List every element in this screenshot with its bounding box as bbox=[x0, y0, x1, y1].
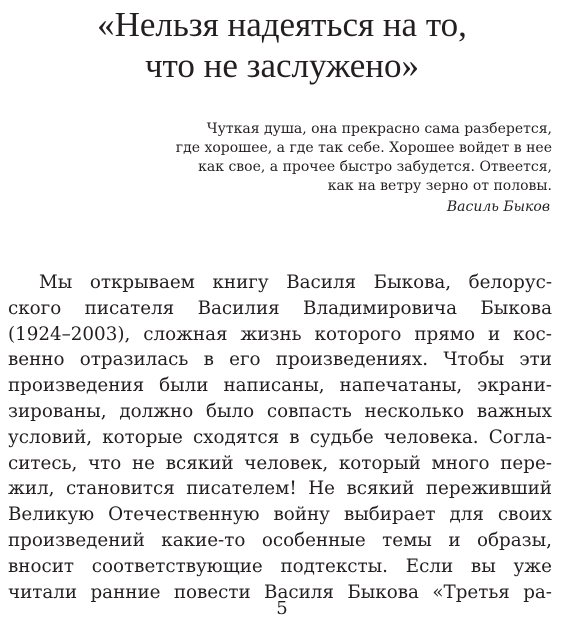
paragraph-line-words bbox=[8, 554, 552, 580]
paragraph-line-words bbox=[8, 322, 552, 348]
paragraph-line-words bbox=[8, 476, 552, 502]
word: Василя bbox=[286, 272, 357, 293]
word: совпасть bbox=[266, 400, 352, 422]
paragraph-line bbox=[8, 347, 552, 373]
word: прямо bbox=[414, 323, 476, 345]
word: важных bbox=[476, 400, 552, 422]
word: «Третья bbox=[432, 581, 510, 603]
word: Мы bbox=[39, 272, 73, 293]
chapter-title bbox=[0, 4, 564, 86]
word: и bbox=[487, 323, 501, 345]
word: Отечественную bbox=[108, 504, 260, 526]
word: всякий bbox=[165, 452, 234, 474]
paragraph-line bbox=[8, 476, 552, 502]
word: (1924–2003), bbox=[8, 323, 131, 345]
chapter-title-line-1: «Нельзя надеяться на то, bbox=[97, 5, 467, 44]
paragraph-line-words bbox=[8, 399, 552, 425]
word: вносит bbox=[8, 555, 75, 577]
word: переживший bbox=[425, 478, 552, 500]
word: ситесь, bbox=[8, 452, 78, 474]
word: и bbox=[448, 529, 461, 551]
word: становится bbox=[65, 478, 175, 500]
word: Василия bbox=[197, 297, 280, 319]
word: писателя bbox=[84, 297, 175, 319]
word: несколько bbox=[364, 400, 465, 422]
word: экрани- bbox=[477, 375, 552, 397]
word: в bbox=[203, 349, 214, 371]
word: было bbox=[205, 400, 255, 422]
word: образы, bbox=[477, 529, 552, 551]
word: венно bbox=[8, 349, 65, 371]
word: жил, bbox=[8, 478, 55, 500]
word: своих bbox=[497, 504, 552, 526]
word: эти bbox=[519, 349, 552, 371]
paragraph-line-words bbox=[8, 451, 552, 477]
paragraph-line bbox=[8, 425, 552, 451]
word: судьбе bbox=[309, 426, 374, 448]
word: особенные bbox=[261, 529, 366, 551]
word: много bbox=[431, 452, 490, 474]
word: вы bbox=[470, 555, 496, 577]
word: ра- bbox=[523, 581, 552, 603]
word: открываем bbox=[89, 272, 195, 293]
epigraph-author: Василь Быков bbox=[446, 199, 550, 215]
word: которые bbox=[102, 426, 183, 448]
paragraph-line bbox=[8, 502, 552, 528]
paragraph-line bbox=[8, 528, 552, 554]
paragraph-line-words bbox=[8, 296, 552, 322]
paragraph-line-words bbox=[8, 502, 552, 528]
word: Быкова bbox=[480, 297, 552, 319]
word: написаны, bbox=[223, 375, 325, 397]
word: Великую bbox=[8, 504, 95, 526]
word: Быкова bbox=[347, 581, 419, 603]
word: человека. bbox=[383, 426, 479, 448]
word: напечатаны, bbox=[339, 375, 463, 397]
word: соответствующие bbox=[91, 555, 263, 577]
paragraph-line bbox=[8, 451, 552, 477]
word: человек, bbox=[244, 452, 329, 474]
word: белорус- bbox=[468, 272, 552, 293]
word: писателем! bbox=[186, 478, 297, 500]
page-number: 5 bbox=[276, 598, 288, 619]
chapter-title-line-2: что не заслужено» bbox=[144, 46, 420, 85]
paragraph-line-words bbox=[39, 270, 552, 296]
word: зированы, bbox=[8, 400, 107, 422]
word: войну bbox=[273, 504, 330, 526]
word: Быкова, bbox=[373, 272, 452, 293]
word: условий, bbox=[8, 426, 93, 448]
paragraph-line bbox=[8, 373, 552, 399]
word: произведений bbox=[8, 529, 145, 551]
paragraph-line bbox=[8, 296, 552, 322]
word: Не bbox=[308, 478, 335, 500]
word: ранние bbox=[90, 581, 161, 603]
word: его bbox=[229, 349, 261, 371]
word: Владимировича bbox=[303, 297, 457, 319]
epigraph-line: где хорошее, а где так себе. Хорошее войдет в нее bbox=[175, 140, 552, 156]
paragraph-line bbox=[8, 554, 552, 580]
word: всякий bbox=[346, 478, 415, 500]
paragraph-line-words bbox=[8, 425, 552, 451]
paragraph-line-words bbox=[8, 347, 552, 373]
word: подтексты. bbox=[280, 555, 388, 577]
word: Если bbox=[405, 555, 454, 577]
epigraph-line: как свое, а прочее быстро забудется. Отвеется, bbox=[198, 159, 552, 175]
word: темы bbox=[382, 529, 432, 551]
word: для bbox=[449, 504, 484, 526]
paragraph-line bbox=[8, 322, 552, 348]
body-paragraph bbox=[8, 270, 552, 605]
word: ского bbox=[8, 297, 62, 319]
epigraph bbox=[140, 120, 552, 217]
word: пере- bbox=[500, 452, 552, 474]
word: отразилась bbox=[79, 349, 189, 371]
word: Василя bbox=[264, 581, 334, 603]
word: книгу bbox=[212, 272, 269, 293]
paragraph-line bbox=[8, 270, 552, 296]
word: кос- bbox=[513, 323, 552, 345]
word: произведения bbox=[8, 375, 145, 397]
paragraph-line-words bbox=[8, 373, 552, 399]
word: произведениях. bbox=[275, 349, 429, 371]
word: должно bbox=[119, 400, 194, 422]
word: сложная bbox=[143, 323, 228, 345]
word: что bbox=[88, 452, 122, 474]
word: не bbox=[131, 452, 155, 474]
epigraph-line: как на ветру зерно от половы. bbox=[327, 178, 552, 194]
word: повести bbox=[173, 581, 251, 603]
word: сходятся bbox=[192, 426, 280, 448]
word: который bbox=[338, 452, 421, 474]
paragraph-line-words bbox=[8, 528, 552, 554]
word: в bbox=[289, 426, 300, 448]
word: читали bbox=[8, 581, 78, 603]
word: были bbox=[159, 375, 209, 397]
word: Чтобы bbox=[443, 349, 505, 371]
word: Согла- bbox=[488, 426, 552, 448]
paragraph-line bbox=[8, 399, 552, 425]
word: которого bbox=[314, 323, 402, 345]
epigraph-line: Чуткая душа, она прекрасно сама разберется, bbox=[206, 121, 552, 137]
word: уже bbox=[513, 555, 552, 577]
word: выбирает bbox=[343, 504, 436, 526]
word: какие-то bbox=[161, 529, 246, 551]
word: жизнь bbox=[240, 323, 302, 345]
